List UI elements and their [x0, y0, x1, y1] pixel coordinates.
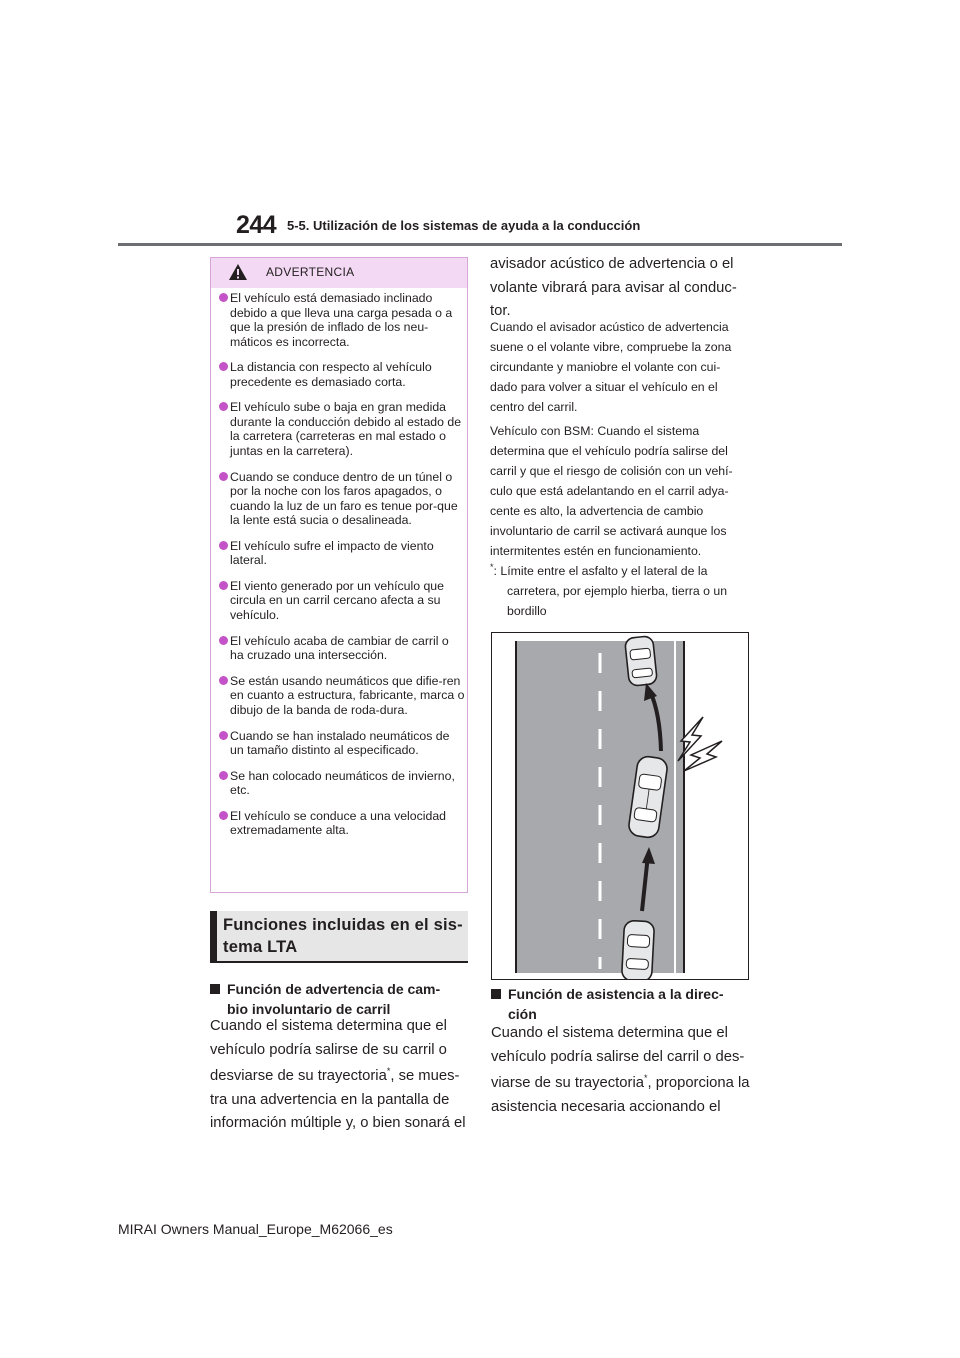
bullet-icon: [219, 676, 228, 685]
warning-header: [211, 258, 467, 288]
warning-item: El vehículo se conduce a una velocidad extremadamente alta.: [219, 809, 465, 838]
bullet-icon: [219, 581, 228, 590]
bullet-icon: [219, 731, 228, 740]
bullet-icon: [219, 811, 228, 820]
subhead-departure-warning: Función de advertencia de cam- bio involuntario de carril: [210, 979, 470, 1023]
square-bullet-icon: [491, 989, 501, 999]
warning-item: El vehículo acaba de cambiar de carril o ha cruzado una intersección.: [219, 634, 465, 663]
warning-item: Se han colocado neumáticos de invierno, etc.: [219, 769, 465, 798]
lane-departure-illustration-svg: [492, 633, 748, 979]
section-heading-text: Funciones incluidas en el sis- tema LTA: [223, 916, 463, 956]
warning-list: [219, 291, 465, 849]
header-rule: [118, 243, 842, 246]
bullet-icon: [219, 541, 228, 550]
lane-departure-illustration: [491, 632, 749, 980]
warning-item: Cuando se han instalado neumáticos de un tamaño distinto al especificado.: [219, 729, 465, 758]
warning-box: [210, 257, 468, 893]
bullet-icon: [219, 636, 228, 645]
warning-title: ADVERTENCIA: [266, 265, 355, 279]
departure-warning-body: Cuando el sistema determina que el vehículo podría salirse de su carril o desviarse de su trayectoria*, se mues- tra una advertencia en la pantalla de información múltiple y, o bien sonará el: [210, 1018, 466, 1131]
bullet-icon: [219, 293, 228, 302]
section-heading-lta: [210, 911, 468, 963]
subhead-steering-assist: Función de asistencia a la direc- ción: [491, 984, 753, 1028]
page-number: 244: [236, 211, 277, 239]
paragraph-check-surroundings: Cuando el avisador acústico de advertencia suene o el volante vibre, compruebe la zona circundante y maniobre el volante con cui- dado para volver a situar el vehículo en el centro del carril.: [490, 320, 732, 414]
warning-item: El vehículo está demasiado inclinado debido a que lleva una carga pesada o a que la presión de inflado de los neu-máticos es incorrecta.: [219, 291, 465, 349]
warning-item: Se están usando neumáticos que difie-ren en cuanto a estructura, fabricante, marca o dibujo de la banda de roda-dura.: [219, 674, 465, 718]
footer-text: MIRAI Owners Manual_Europe_M62066_es: [118, 1221, 393, 1237]
continued-text: avisador acústico de advertencia o el volante vibrará para avisar al conduc- tor.: [490, 256, 737, 319]
bullet-icon: [219, 402, 228, 411]
bullet-icon: [219, 472, 228, 481]
car-bottom-icon: [621, 920, 654, 979]
warning-item: El vehículo sube o baja en gran medida durante la conducción debido al estado de la carretera (carreteras en mal estado o juntas en la carretera).: [219, 400, 465, 458]
paragraph-bsm: Vehículo con BSM: Cuando el sistema determina que el vehículo podría salirse del carril y que el riesgo de colisión con un vehí- culo que está adelantando en el carril adya- cente es alto, la advertencia de cambio involuntario de carril se activará aunque los intermitentes estén en funcionamiento.: [490, 424, 733, 558]
warning-item: La distancia con respecto al vehículo precedente es demasiado corta.: [219, 360, 465, 389]
warning-item: El viento generado por un vehículo que circula en un carril cercano afecta a su vehículo.: [219, 579, 465, 623]
warning-item: Cuando se conduce dentro de un túnel o por la noche con los faros apagados, o cuando la luz de un faro es tenue por-que la lente está sucia o desalineada.: [219, 470, 465, 528]
section-title: 5-5. Utilización de los sistemas de ayuda a la conducción: [287, 218, 641, 233]
bullet-icon: [219, 362, 228, 371]
steering-assist-body: Cuando el sistema determina que el vehículo podría salirse del carril o des- viarse de su trayectoria*, proporciona la asistencia necesaria accionando el: [491, 1025, 750, 1115]
footnote: *: Límite entre el asfalto y el lateral de la carretera, por ejemplo hierba, tierra o un bordillo: [490, 561, 728, 618]
bullet-icon: [219, 771, 228, 780]
square-bullet-icon: [210, 984, 220, 994]
warning-triangle-icon: [228, 263, 248, 281]
warning-item: El vehículo sufre el impacto de viento lateral.: [219, 539, 465, 568]
car-top-icon: [625, 636, 658, 687]
